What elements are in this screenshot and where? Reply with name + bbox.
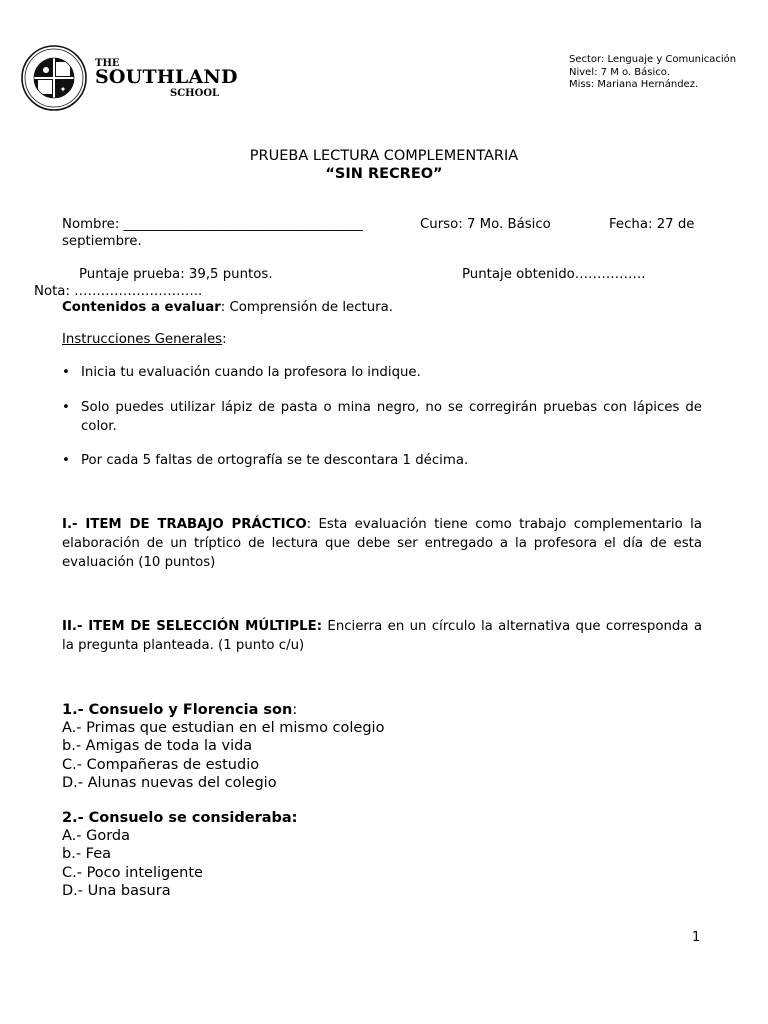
option-b[interactable]: b.- Amigas de toda la vida: [62, 738, 253, 755]
option-c[interactable]: C.- Poco inteligente: [62, 864, 203, 881]
item-seleccion-label: II.- ITEM DE SELECCIÓN MÚLTIPLE:: [62, 619, 323, 634]
option-d[interactable]: D.- Alunas nuevas del colegio: [62, 774, 277, 791]
header-teacher: Miss: Mariana Hernández.: [569, 79, 699, 90]
instrucciones-label: Instrucciones Generales: [62, 332, 223, 347]
instruction-text: Por cada 5 faltas de ortografía se te descontara 1 décima.: [81, 453, 469, 468]
page-number: 1: [692, 930, 701, 945]
logo-the: THE: [95, 58, 120, 69]
question-text: 1.- Consuelo y Florencia son: [62, 702, 293, 718]
fecha-text: Fecha: 27 de: [609, 217, 695, 232]
header-sector: Sector: Lenguaje y Comunicación: [569, 54, 737, 65]
fecha-continued: septiembre.: [62, 234, 142, 249]
question-1: [62, 701, 384, 792]
logo-name: SOUTHLAND: [95, 66, 238, 88]
exam-title: PRUEBA LECTURA COMPLEMENTARIA: [249, 148, 519, 164]
bullet-icon: •: [62, 365, 70, 380]
item-practico: [62, 515, 702, 572]
contenidos-label: Contenidos a evaluar: [62, 300, 221, 315]
question-text: 2.- Consuelo se consideraba:: [62, 810, 298, 826]
puntaje-obtenido: Puntaje obtenido…………….: [462, 267, 646, 282]
question-suffix: :: [292, 702, 298, 718]
option-a[interactable]: A.- Gorda: [62, 828, 131, 845]
school-seal-icon: [20, 44, 88, 112]
contenidos-text: : Comprensión de lectura.: [220, 300, 394, 315]
curso-text: Curso: 7 Mo. Básico: [420, 217, 551, 232]
svg-text:✦: ✦: [59, 85, 67, 94]
header-info: [569, 54, 736, 92]
instruction-text: Solo puedes utilizar lápiz de pasta o mina negro, no se corregirán pruebas con lápices de color.: [81, 400, 702, 434]
school-logo: [20, 44, 238, 112]
instrucciones-suffix: :: [222, 332, 227, 347]
question-2: [62, 809, 297, 900]
nota-field: Nota: ………………………..: [34, 284, 203, 299]
item-seleccion-multiple: [62, 617, 702, 655]
option-b[interactable]: b.- Fea: [62, 846, 112, 863]
option-c[interactable]: C.- Compañeras de estudio: [62, 756, 260, 773]
option-a[interactable]: A.- Primas que estudian en el mismo colegio: [62, 720, 385, 737]
header-nivel: Nivel: 7 M o. Básico.: [569, 66, 670, 78]
contenidos-line: [62, 298, 393, 317]
item-seleccion-text: Encierra en un círculo la alternativa que corresponda a la pregunta planteada. (1 punto c/u): [62, 619, 702, 653]
instrucciones-heading: [62, 330, 227, 349]
logo-school: SCHOOL: [170, 88, 220, 99]
item-practico-label: I.- ITEM DE TRABAJO PRÁCTICO: [62, 517, 307, 532]
nombre-field: Nombre: ____________________________________: [62, 217, 363, 232]
bullet-icon: •: [62, 400, 70, 415]
item-practico-text: : Esta evaluación tiene como trabajo complementario la elaboración de un tríptico de lectura que debe ser entregado a la profesora el día de esta evaluación (10 puntos): [62, 517, 702, 570]
bullet-icon: •: [62, 453, 70, 468]
exam-subtitle: “SIN RECREO”: [325, 166, 443, 182]
instruction-text: Inicia tu evaluación cuando la profesora lo indique.: [81, 365, 421, 380]
puntaje-prueba: Puntaje prueba: 39,5 puntos.: [79, 267, 273, 282]
option-d[interactable]: D.- Una basura: [62, 882, 171, 899]
